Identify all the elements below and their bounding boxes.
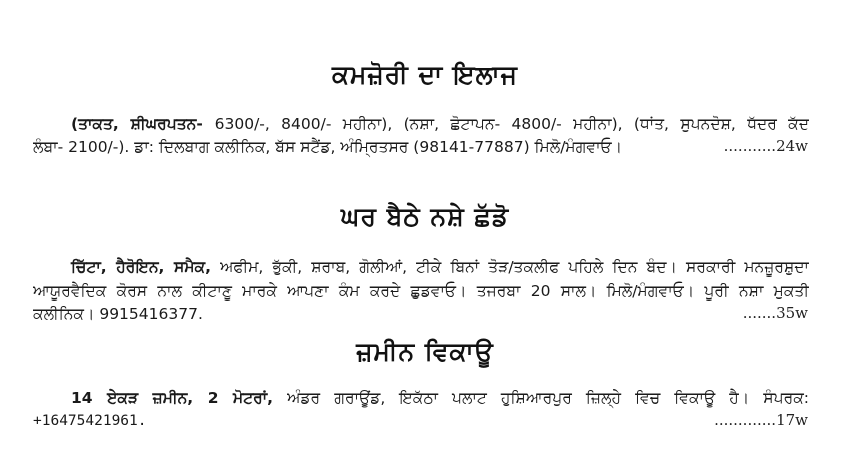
ad-reference-code: ...........24w bbox=[723, 137, 808, 155]
ad-body-line bbox=[33, 303, 809, 325]
ad-body-text: ਅੰਡਰ ਗਰਾਊਂਡ, ਇਕੱਠਾ ਪਲਾਟ ਹੁਸ਼ਿਆਰਪੁਰ ਜ਼ਿਲ੍ਹੇ ਵਿਚ ਵਿਕਾਊ ਹੈ। ਸੰਪਰਕ: bbox=[273, 389, 809, 407]
ad-body-bold-text: (ਤਾਕਤ, ਸ਼ੀਘਰਪਤਨ- bbox=[71, 115, 215, 133]
ad-body-text: 6300/-, 8400/- ਮਹੀਨਾ), (ਨਸ਼ਾ, ਛੋਟਾਪਨ- 4800/- ਮਹੀਨਾ), (ਧਾਂਤ, ਸੁਪਨਦੋਸ਼, ਧੱਦਰ ਕੱਦ bbox=[214, 115, 809, 133]
ad-heading-land-for-sale: ਜ਼ਮੀਨ ਵਿਕਾਊ bbox=[356, 337, 494, 366]
ad-body-line-phone: +16475421961. bbox=[33, 413, 147, 429]
ad-body-text: ਕਲੀਨਿਕ। 9915416377. bbox=[33, 305, 203, 323]
ad-body-line bbox=[33, 387, 809, 409]
ad-reference-code: .......35w bbox=[742, 304, 808, 322]
ad-body-line: ਆਯੂਰਵੈਦਿਕ ਕੋਰਸ ਨਾਲ ਕੀਟਾਣੂ ਮਾਰਕੇ ਆਪਣਾ ਕੰਮ ਕਰਦੇ ਛੁਡਵਾਓ। ਤਜਰਬਾ 20 ਸਾਲ। ਮਿਲੋ/ਮੰਗਵਾਓ। ਪੂਰੀ ਨਸ਼ਾ ਮੁਕਤੀ bbox=[33, 282, 809, 300]
ad-body-line bbox=[33, 113, 809, 135]
ad-body-text: ਅਫੀਮ, ਭੁੱਕੀ, ਸ਼ਰਾਬ, ਗੋਲੀਆਂ, ਟੀਕੇ ਬਿਨਾਂ ਤੋੜ/ਤਕਲੀਫ ਪਹਿਲੇ ਦਿਨ ਬੰਦ। ਸਰਕਾਰੀ ਮਨਜ਼ੂਰਸ਼ੁਦਾ bbox=[211, 258, 809, 276]
ad-heading-quit-addiction: ਘਰ ਬੈਠੇ ਨਸ਼ੇ ਛੱਡੋ bbox=[340, 202, 510, 231]
ad-body-line bbox=[33, 256, 809, 278]
ad-heading-weakness-treatment: ਕਮਜ਼ੋਰੀ ਦਾ ਇਲਾਜ bbox=[331, 60, 519, 89]
ad-reference-code: .............17w bbox=[714, 411, 808, 429]
ad-body-bold-text: ਚਿੱਟਾ, ਹੈਰੋਇਨ, ਸਮੈਕ, bbox=[71, 258, 211, 276]
ad-body-bold-text: 14 ਏਕੜ ਜ਼ਮੀਨ, 2 ਮੋਟਰਾਂ, bbox=[71, 389, 274, 407]
ad-body-line: ਲੰਬਾ- 2100/-). ਡਾ: ਦਿਲਬਾਗ ਕਲੀਨਿਕ, ਬੱਸ ਸਟੈਂਡ, ਅੰਮ੍ਰਿਤਸਰ (98141-77887) ਮਿਲੋ/ਮੰਗਵਾਓ। bbox=[33, 138, 623, 156]
